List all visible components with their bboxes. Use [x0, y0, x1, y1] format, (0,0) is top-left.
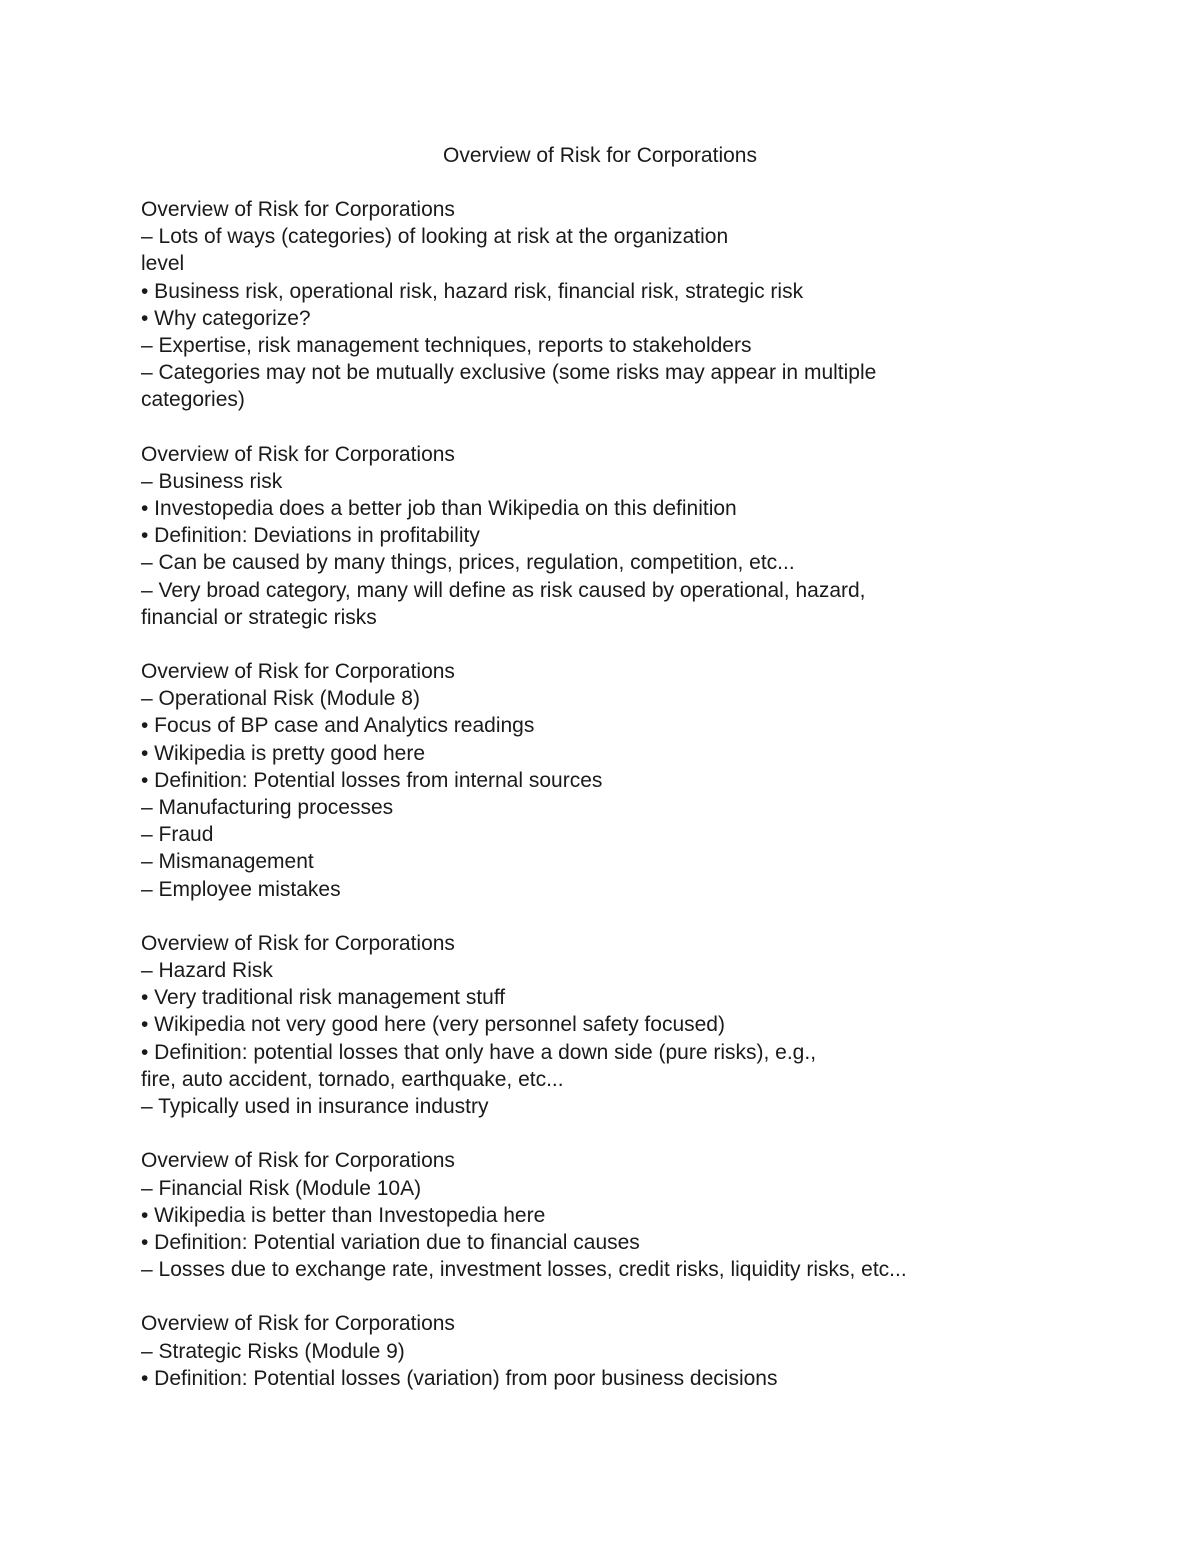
text-line: – Hazard Risk: [141, 959, 273, 983]
text-line: fire, auto accident, tornado, earthquake, etc...: [141, 1067, 564, 1091]
document-body: [141, 196, 1041, 1419]
bullet-line: • Definition: Potential losses from internal sources: [141, 768, 603, 792]
bullet-line: • Wikipedia is pretty good here: [141, 741, 425, 765]
text-line: – Typically used in insurance industry: [141, 1095, 489, 1119]
text-line: categories): [141, 388, 245, 412]
bullet-line: • Wikipedia not very good here (very personnel safety focused): [141, 1013, 725, 1037]
section-overview: [141, 196, 1041, 414]
section-heading: Overview of Risk for Corporations: [141, 1312, 455, 1336]
section-heading: Overview of Risk for Corporations: [141, 660, 455, 684]
text-line: – Lots of ways (categories) of looking at risk at the organization: [141, 225, 729, 249]
bullet-line: • Focus of BP case and Analytics readings: [141, 714, 535, 738]
bullet-line: • Very traditional risk management stuff: [141, 986, 506, 1010]
section-heading: Overview of Risk for Corporations: [141, 1149, 455, 1173]
bullet-line: • Why categorize?: [141, 306, 311, 330]
text-line: – Strategic Risks (Module 9): [141, 1339, 405, 1363]
text-line: – Business risk: [141, 469, 283, 493]
bullet-line: • Definition: Deviations in profitability: [141, 524, 480, 548]
section-business-risk: [141, 441, 1041, 631]
text-line: – Financial Risk (Module 10A): [141, 1176, 422, 1200]
section-heading: Overview of Risk for Corporations: [141, 198, 455, 221]
text-line: – Fraud: [141, 823, 214, 847]
text-line: level: [141, 252, 185, 276]
text-line: – Mismanagement: [141, 850, 314, 874]
text-line: – Expertise, risk management techniques, reports to stakeholders: [141, 334, 752, 358]
bullet-line: • Investopedia does a better job than Wikipedia on this definition: [141, 497, 737, 521]
text-line: – Categories may not be mutually exclusive (some risks may appear in multiple: [141, 361, 877, 385]
document-title: Overview of Risk for Corporations: [443, 144, 757, 167]
bullet-line: • Wikipedia is better than Investopedia here: [141, 1203, 546, 1227]
bullet-line: • Definition: Potential variation due to financial causes: [141, 1230, 640, 1254]
text-line: – Very broad category, many will define as risk caused by operational, hazard,: [141, 578, 866, 602]
section-operational-risk: [141, 658, 1041, 903]
text-line: – Can be caused by many things, prices, regulation, competition, etc...: [141, 551, 795, 575]
text-line: – Losses due to exchange rate, investment losses, credit risks, liquidity risks, etc...: [141, 1258, 907, 1282]
section-financial-risk: [141, 1147, 1041, 1283]
text-line: – Employee mistakes: [141, 877, 341, 901]
bullet-line: • Definition: Potential losses (variation) from poor business decisions: [141, 1366, 778, 1390]
bullet-line: • Definition: potential losses that only have a down side (pure risks), e.g.,: [141, 1040, 817, 1064]
section-heading: Overview of Risk for Corporations: [141, 931, 455, 955]
section-heading: Overview of Risk for Corporations: [141, 442, 455, 466]
text-line: financial or strategic risks: [141, 605, 377, 629]
text-line: – Operational Risk (Module 8): [141, 687, 420, 711]
section-strategic-risk: [141, 1310, 1041, 1392]
section-hazard-risk: [141, 930, 1041, 1120]
bullet-line: • Business risk, operational risk, hazard risk, financial risk, strategic risk: [141, 279, 804, 303]
text-line: – Manufacturing processes: [141, 796, 394, 820]
